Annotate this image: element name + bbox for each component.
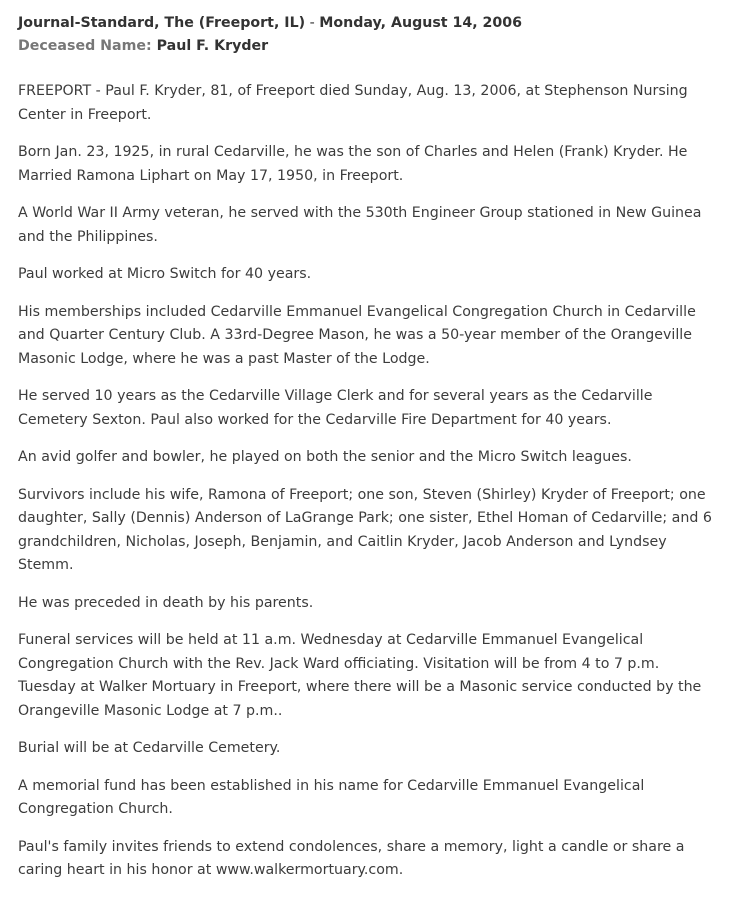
source-separator: - [305, 15, 320, 31]
paragraph-preceded: He was preceded in death by his parents. [18, 594, 314, 611]
source-line [18, 12, 719, 35]
paragraph-death-notice: FREEPORT - Paul F. Kryder, 81, of Freeport died Sunday, Aug. 13, 2006, at Stephenson Nursing Center in Freeport. [18, 83, 688, 123]
paragraph-career: Paul worked at Micro Switch for 40 years. [18, 266, 312, 282]
paragraph-birth-marriage: Born Jan. 23, 1925, in rural Cedarville, he was the son of Charles and Helen (Frank) Kryder. He Married Ramona Liphart on May 17, 1950, in Freeport. [18, 144, 688, 184]
paragraph-memberships: His memberships included Cedarville Emmanuel Evangelical Congregation Church in Cedarville and Quarter Century Club. A 33rd-Degree Mason, he was a 50-year member of the Orangeville Masonic Lodge, where he was a past Master of the Lodge. [18, 303, 696, 367]
deceased-line [18, 35, 719, 58]
publication-name: Journal-Standard, The (Freeport, IL) [18, 15, 306, 31]
paragraph-services: Funeral services will be held at 11 a.m. Wednesday at Cedarville Emmanuel Evangelical Congregation Church with the Rev. Jack Ward officiating. Visitation will be from 4 to 7 p.m. Tuesday at Walker Mortuary in Freeport, where there will be a Masonic service conducted by the Orangeville Masonic Lodge at 7 p.m.. [18, 632, 702, 719]
paragraph-survivors: Survivors include his wife, Ramona of Freeport; one son, Steven (Shirley) Kryder of Freeport; one daughter, Sally (Dennis) Anderson of LaGrange Park; one sister, Ethel Homan of Cedarville; and 6 grandchildren, Nicholas, Joseph, Benjamin, and Caitlin Kryder, Jacob Anderson and Lyndsey Stemm. [18, 486, 712, 573]
paragraph-memorial: A memorial fund has been established in his name for Cedarville Emmanuel Evangelical Congregation Church. [18, 777, 645, 817]
publication-date: Monday, August 14, 2006 [319, 15, 523, 31]
deceased-label: Deceased Name: [18, 38, 152, 54]
obituary-body [18, 80, 719, 883]
paragraph-burial: Burial will be at Cedarville Cemetery. [18, 740, 281, 756]
paragraph-military: A World War II Army veteran, he served with the 530th Engineer Group stationed in New Guinea and the Philippines. [18, 205, 702, 245]
deceased-name: Paul F. Kryder [156, 38, 269, 54]
paragraph-civic-service: He served 10 years as the Cedarville Village Clerk and for several years as the Cedarville Cemetery Sexton. Paul also worked for the Cedarville Fire Department for 40 years. [18, 388, 653, 428]
paragraph-condolences: Paul's family invites friends to extend condolences, share a memory, light a candle or share a caring heart in his honor at www.walkermortuary.com. [18, 838, 685, 878]
paragraph-hobbies: An avid golfer and bowler, he played on both the senior and the Micro Switch leagues. [18, 449, 632, 465]
